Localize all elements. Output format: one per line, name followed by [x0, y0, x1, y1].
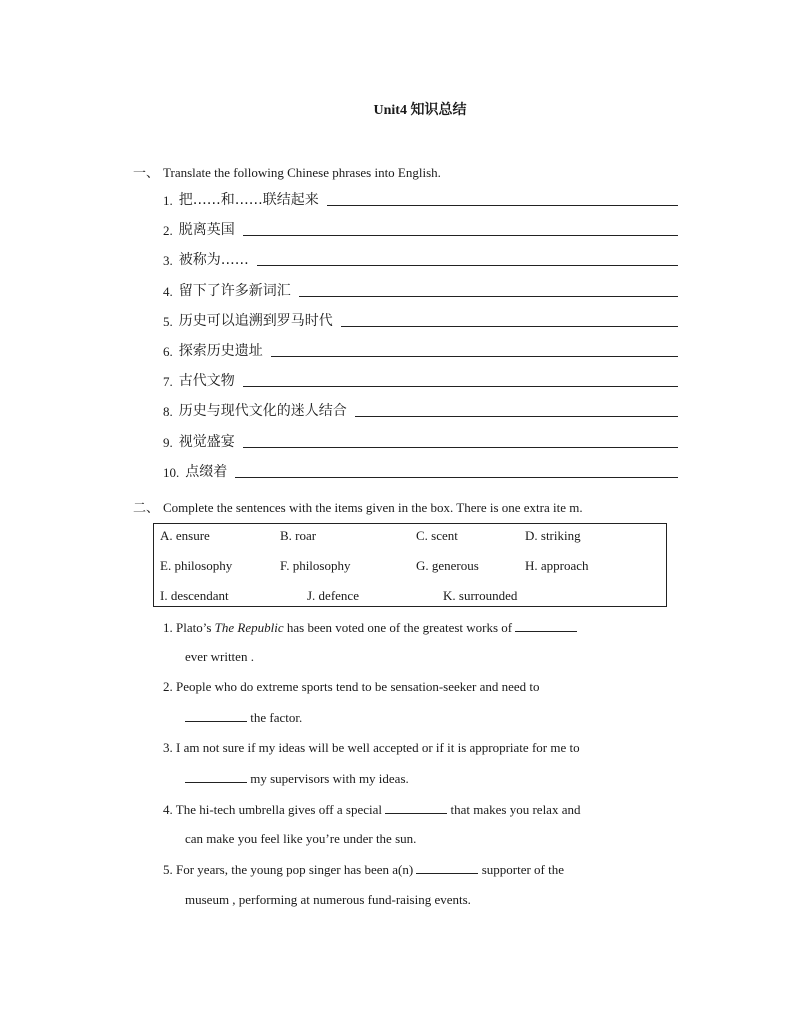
answer-blank[interactable]: [185, 770, 247, 783]
word-option: F. philosophy: [280, 558, 351, 573]
answer-blank[interactable]: [271, 356, 678, 357]
word-option: B. roar: [280, 528, 317, 543]
sentence-2-continued: [185, 709, 302, 726]
phrase-number: 9.: [163, 435, 173, 450]
word-option: G. generous: [416, 558, 479, 573]
sentence-text: 4. The hi-tech umbrella gives off a special: [163, 802, 386, 817]
phrase-text: 留下了许多新词汇: [178, 283, 291, 299]
phrase-item: [163, 189, 678, 209]
phrase-number: 10.: [163, 465, 180, 480]
phrase-item: [163, 249, 678, 269]
word-option: D. striking: [525, 528, 581, 543]
answer-blank[interactable]: [243, 386, 678, 387]
phrase-text: 被称为……: [178, 252, 249, 268]
sentence-5: [163, 861, 564, 878]
phrase-text: 古代文物: [178, 373, 235, 389]
answer-blank[interactable]: [185, 709, 247, 722]
sentence-text: the factor.: [247, 710, 303, 725]
word-option: E. philosophy: [160, 558, 233, 573]
answer-blank[interactable]: [235, 477, 678, 478]
answer-blank[interactable]: [515, 619, 577, 632]
answer-blank[interactable]: [416, 861, 478, 874]
sentence-5-continued: museum , performing at numerous fund-raising events.: [185, 892, 471, 907]
sentence-3-continued: [185, 770, 409, 787]
phrase-number: 2.: [163, 223, 173, 238]
phrase-item: [163, 310, 678, 330]
answer-blank[interactable]: [327, 205, 678, 206]
word-option: I. descendant: [160, 588, 229, 603]
answer-blank[interactable]: [355, 416, 678, 417]
phrase-item: [163, 461, 678, 481]
phrase-text: 视觉盛宴: [178, 434, 235, 450]
section2-instruction: Complete the sentences with the items given in the box. There is one extra ite m.: [163, 500, 583, 515]
phrase-text: 探索历史遗址: [178, 343, 263, 359]
page-title: Unit4 知识总结: [373, 103, 467, 118]
sentence-text: has been voted one of the greatest works of: [283, 620, 516, 635]
phrase-item: [163, 431, 678, 451]
phrase-number: 4.: [163, 284, 173, 299]
answer-blank[interactable]: [257, 265, 678, 266]
sentence-1: [163, 619, 577, 636]
phrase-number: 8.: [163, 404, 173, 419]
word-box: [153, 523, 667, 607]
phrase-number: 7.: [163, 374, 173, 389]
book-title: The Republic: [214, 620, 284, 635]
sentence-text: my supervisors with my ideas.: [247, 771, 409, 786]
word-option: H. approach: [525, 558, 589, 573]
phrase-number: 6.: [163, 344, 173, 359]
phrase-text: 历史可以追溯到罗马时代: [178, 313, 333, 329]
phrase-item: [163, 370, 678, 390]
answer-blank[interactable]: [341, 326, 678, 327]
sentence-text: 5. For years, the young pop singer has been a(n): [163, 862, 417, 877]
word-option: C. scent: [416, 528, 458, 543]
section1-instruction: Translate the following Chinese phrases into English.: [163, 165, 441, 180]
phrase-text: 脱离英国: [178, 222, 235, 238]
sentence-3: 3. I am not sure if my ideas will be well accepted or if it is appropriate for me to: [163, 740, 580, 755]
phrase-number: 5.: [163, 314, 173, 329]
phrase-number: 1.: [163, 193, 173, 208]
phrase-text: 点缀着: [185, 464, 228, 480]
phrase-item: [163, 400, 678, 420]
sentence-2: 2. People who do extreme sports tend to be sensation-seeker and need to: [163, 679, 540, 694]
word-option: K. surrounded: [443, 588, 518, 603]
answer-blank[interactable]: [299, 296, 678, 297]
phrase-item: [163, 340, 678, 360]
sentence-1-continued: ever written .: [185, 649, 254, 664]
word-option: J. defence: [307, 588, 359, 603]
sentence-4-continued: can make you feel like you’re under the sun.: [185, 831, 417, 846]
section2-number: 二、: [133, 500, 160, 515]
word-option: A. ensure: [160, 528, 210, 543]
phrase-text: 历史与现代文化的迷人结合: [178, 403, 347, 419]
phrase-item: [163, 219, 678, 239]
sentence-text: 1. Plato’s: [163, 620, 215, 635]
answer-blank[interactable]: [385, 801, 447, 814]
phrase-text: 把……和……联结起来: [178, 192, 319, 208]
phrase-number: 3.: [163, 253, 173, 268]
answer-blank[interactable]: [243, 235, 678, 236]
section1-number: 一、: [133, 165, 160, 180]
answer-blank[interactable]: [243, 447, 678, 448]
section2-heading: [133, 497, 583, 516]
sentence-text: supporter of the: [478, 862, 564, 877]
sentence-4: [163, 801, 580, 818]
section1-heading: [133, 162, 441, 181]
sentence-text: that makes you relax and: [447, 802, 581, 817]
phrase-item: [163, 280, 678, 300]
